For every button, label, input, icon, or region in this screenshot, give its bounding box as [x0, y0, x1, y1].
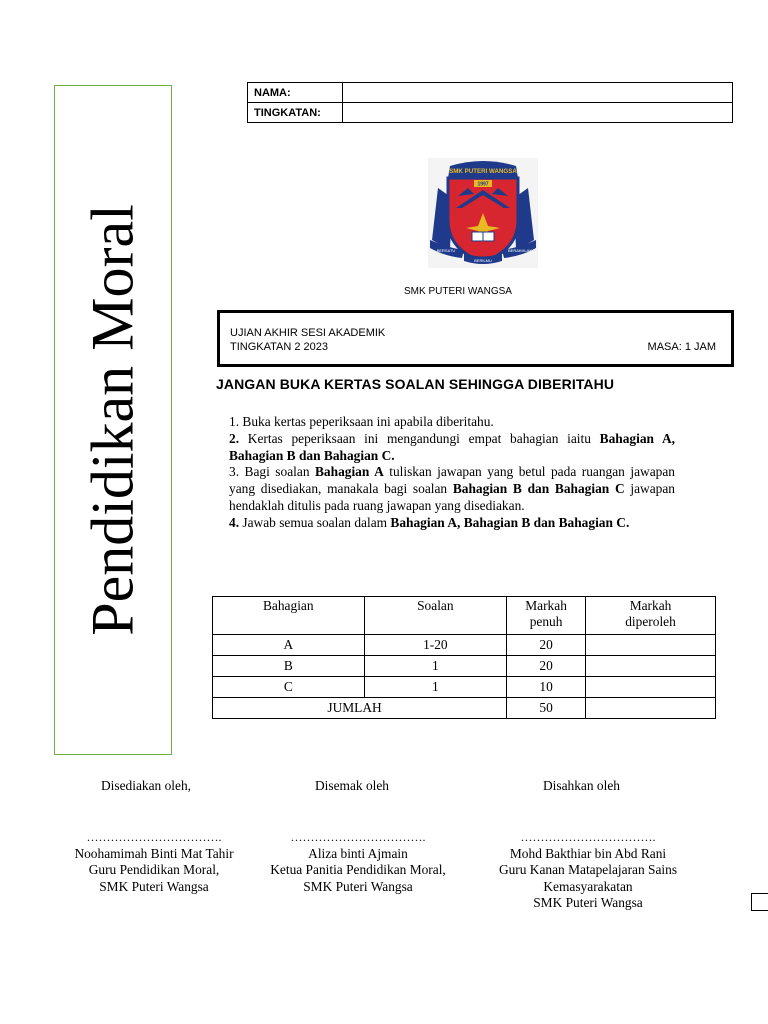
signature-line: ……………………………. [86, 830, 222, 844]
instruction-item: 2. Kertas peperiksaan ini mengandungi empat bahagian iaitu Bahagian A, Bahagian B dan Bahagian C. [229, 430, 675, 463]
exam-title: UJIAN AKHIR SESI AKADEMIK [230, 327, 386, 339]
prepared-name: Noohamimah Binti Mat Tahir [74, 845, 234, 861]
prepared-heading: Disediakan oleh, [101, 778, 191, 793]
marks-header-row [213, 597, 716, 635]
cell-markah-diperoleh[interactable] [586, 677, 716, 698]
instruction-item: 4. Jawab semua soalan dalam Bahagian A, Bahagian B dan Bahagian C. [229, 514, 630, 530]
cell-markah-penuh: 20 [507, 656, 586, 677]
cell-bahagian: C [213, 677, 365, 698]
school-crest-logo [428, 158, 538, 268]
exam-info-box [217, 310, 734, 367]
cell-bahagian: B [213, 656, 365, 677]
page-corner-box [751, 893, 768, 911]
marks-table [212, 596, 716, 719]
checked-title: Ketua Panitia Pendidikan Moral, [270, 862, 446, 877]
instruction-item: 1. Buka kertas peperiksaan ini apabila diberitahu. [229, 414, 494, 429]
name-field[interactable] [343, 83, 733, 103]
school-name: SMK PUTERI WANGSA [404, 286, 512, 297]
exam-form-year: TINGKATAN 2 2023 [230, 341, 329, 353]
instruction-item: 3. Bagi soalan Bahagian A tuliskan jawapan yang betul pada ruangan jawapan yang disediakan, manakala bagi soalan Bahagian B dan Bahagian C jawapan hendaklah ditulis pada ruang jawapan yang disediakan. [229, 464, 675, 513]
warning-heading: JANGAN BUKA KERTAS SOALAN SEHINGGA DIBERITAHU [216, 376, 615, 392]
table-row [213, 635, 716, 656]
prepared-signature-block [60, 829, 248, 895]
checked-name: Aliza binti Ajmain [308, 845, 408, 861]
total-value: 50 [507, 698, 586, 719]
header-markah-penuh: Markah penuh [507, 597, 586, 635]
form-label: TINGKATAN: [248, 103, 343, 123]
prepared-org: SMK Puteri Wangsa [99, 878, 209, 894]
subject-spine-box [54, 85, 172, 755]
cell-soalan: 1 [364, 677, 507, 698]
cell-markah-penuh: 10 [507, 677, 586, 698]
subject-title: Pendidikan Moral [79, 204, 146, 636]
instructions-list [229, 414, 675, 532]
cell-soalan: 1 [364, 656, 507, 677]
approved-title: Guru Kanan Matapelajaran Sains Kemasyarakatan [498, 862, 678, 894]
name-label: NAMA: [248, 83, 343, 103]
form-field[interactable] [343, 103, 733, 123]
header-markah-diperoleh: Markah diperoleh [586, 597, 716, 635]
name-row [248, 83, 733, 103]
header-bahagian: Bahagian [213, 597, 365, 635]
approved-heading: Disahkan oleh [543, 778, 620, 793]
cell-markah-diperoleh[interactable] [586, 656, 716, 677]
logo-motto-right: BERAKHLAK [507, 248, 533, 253]
signature-line: ……………………………. [290, 830, 426, 844]
checked-heading: Disemak oleh [315, 778, 390, 793]
cell-soalan: 1-20 [364, 635, 507, 656]
approved-org: SMK Puteri Wangsa [533, 895, 643, 910]
cell-bahagian: A [213, 635, 365, 656]
logo-motto-left: BERSATU [436, 248, 456, 253]
signature-line: ……………………………. [520, 830, 656, 844]
approved-signature-block [482, 829, 694, 912]
form-row [248, 103, 733, 123]
exam-duration: MASA: 1 JAM [647, 341, 716, 353]
cell-markah-diperoleh[interactable] [586, 635, 716, 656]
student-identity-table [247, 82, 733, 123]
checked-org: SMK Puteri Wangsa [303, 878, 413, 894]
table-row [213, 677, 716, 698]
total-label: JUMLAH [213, 698, 507, 719]
header-soalan: Soalan [364, 597, 507, 635]
cell-markah-penuh: 20 [507, 635, 586, 656]
logo-banner-text: SMK PUTERI WANGSA [449, 168, 517, 175]
table-row [213, 656, 716, 677]
logo-year-text: 1997 [477, 181, 489, 188]
prepared-title: Guru Pendidikan Moral, [88, 862, 220, 877]
approved-name: Mohd Bakthiar bin Abd Rani [509, 845, 667, 861]
checked-signature-block [252, 829, 464, 895]
total-row [213, 698, 716, 719]
logo-motto-bottom: BERILMU [474, 258, 492, 263]
total-obtained[interactable] [586, 698, 716, 719]
